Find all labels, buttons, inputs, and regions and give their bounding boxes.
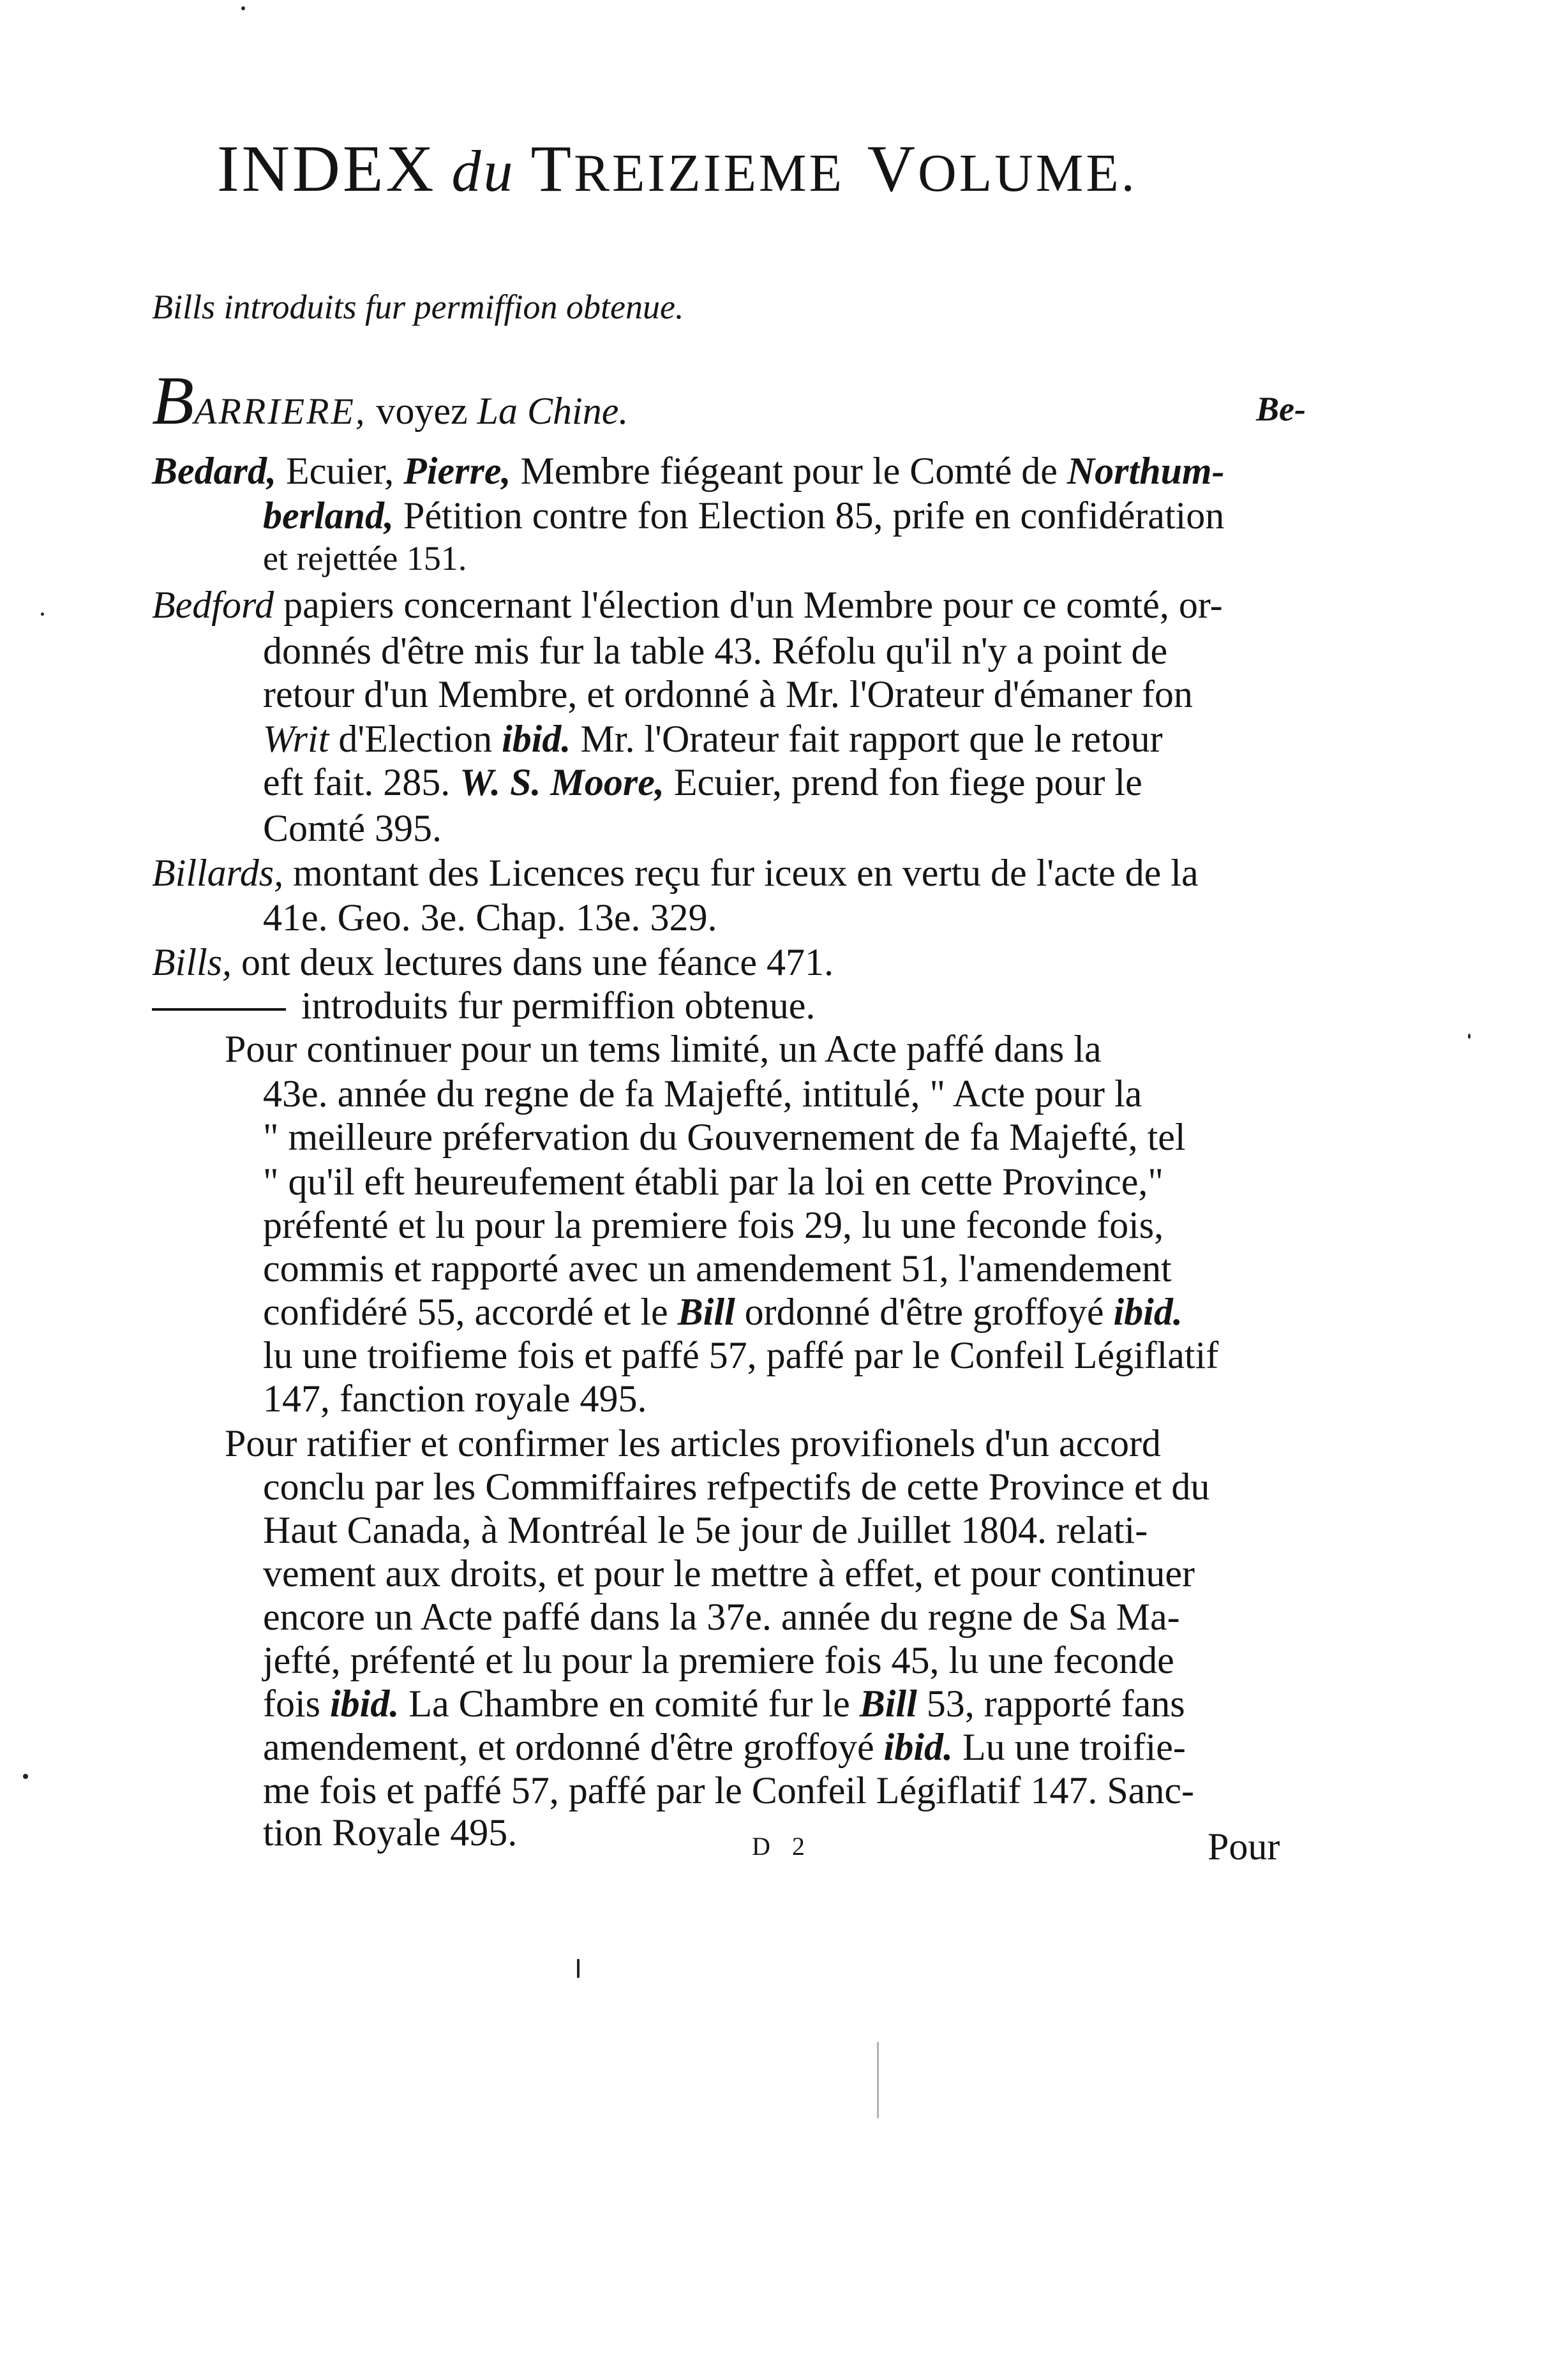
signature-mark: D 2 [752, 1832, 812, 1861]
entry-bedard-line-1: Bedard, Ecuier, Pierre, Membre fiégeant pour le Comté de Northum- [152, 450, 1225, 492]
pour2-line-8: amendement, et ordonné d'être groffoyé ibid. Lu une troifie- [263, 1726, 1186, 1768]
pour2-line-9: me fois et paffé 57, paffé par le Confeil Légiflatif 147. Sanc- [263, 1769, 1194, 1811]
pour2-line-4: vement aux droits, et pour le mettre à effet, et pour continuer [263, 1552, 1195, 1595]
pour1-line-9: 147, fanction royale 495. [263, 1378, 647, 1420]
pour2-line-2: conclu par les Commiffaires refpectifs de cette Province et du [263, 1466, 1210, 1508]
pour2-line-3: Haut Canada, à Montréal le 5e jour de Juillet 1804. relati- [263, 1509, 1148, 1551]
title-t: T [530, 132, 574, 205]
entry-bedford-line-1: Bedford papiers concernant l'élection d'un Membre pour ce comté, or- [152, 584, 1223, 626]
entry-bedford-line-5: eft fait. 285. W. S. Moore, Ecuier, prend fon fiege pour le [263, 761, 1142, 803]
watch-mark: Be- [1256, 390, 1306, 428]
entry-bedard-line-3: et rejettée 151. [263, 539, 467, 577]
pour2-line-6: jefté, préfenté et lu pour la premiere fois 45, lu une feconde [263, 1639, 1174, 1681]
pour2-line-5: encore un Acte paffé dans la 37e. année du regne de Sa Ma- [263, 1596, 1180, 1638]
page-title [217, 131, 1137, 207]
pour1-line-8: lu une troifieme fois et paffé 57, paffé par le Confeil Légiflatif [263, 1334, 1219, 1376]
title-du: du [451, 138, 516, 204]
pour1-line-2: 43e. année du regne de fa Majefté, intitulé, " Acte pour la [263, 1073, 1142, 1115]
pour1-line-6: commis et rapporté avec un amendement 51, l'amendement [263, 1247, 1172, 1290]
pour1-line-4: " qu'il eft heureufement établi par la loi en cette Province," [263, 1161, 1164, 1203]
entry-barriere-text: voyez [366, 390, 477, 432]
entry-bedard-line-2: berland, Pétition contre fon Election 85, prife en confidération [263, 495, 1225, 537]
paper-speck [23, 1774, 28, 1779]
entry-bedford-line-3: retour d'un Membre, et ordonné à Mr. l'Orateur d'émaner fon [263, 673, 1193, 715]
ditto-dash [152, 1008, 286, 1011]
title-volume: OLUME. [918, 144, 1137, 203]
entry-bedford-line-4: Writ d'Election ibid. Mr. l'Orateur fait rapport que le retour [263, 718, 1163, 760]
pour1-line-1: Pour continuer pour un tems limité, un Acte paffé dans la [225, 1028, 1102, 1070]
entry-bills-line-1: Bills, ont deux lectures dans une féance 471. [152, 941, 834, 983]
title-index: INDEX [217, 132, 437, 205]
pour2-line-7: fois ibid. La Chambre en comité fur le Bill 53, rapporté fans [263, 1683, 1185, 1725]
entry-barriere-ref: La Chine. [477, 390, 629, 432]
title-treizieme: REIZIEME [574, 144, 844, 203]
catchword: Pour [1208, 1826, 1280, 1868]
entry-billards-line-2: 41e. Geo. 3e. Chap. 13e. 329. [263, 896, 717, 939]
pour1-line-3: " meilleure préfervation du Gouvernement de fa Majefté, tel [263, 1116, 1186, 1158]
paper-speck [877, 2042, 879, 2118]
drop-cap: B [152, 363, 194, 439]
entry-bedford-line-6: Comté 395. [263, 807, 442, 849]
entry-barriere-head: ARRIERE, [193, 390, 367, 432]
entry-bills-line-2: introduits fur permiffion obtenue. [152, 986, 815, 1025]
pour2-line-1: Pour ratifier et confirmer les articles provifionels d'un accord [225, 1422, 1161, 1464]
paper-speck [241, 6, 245, 10]
entry-billards-line-1: Billards, montant des Licences reçu fur iceux en vertu de l'acte de la [152, 852, 1199, 894]
paper-speck [41, 613, 44, 616]
page-subtitle: Bills introduits fur permiffion obtenue. [152, 288, 684, 326]
paper-speck [1468, 1034, 1471, 1039]
pour1-line-7: confidéré 55, accordé et le Bill ordonné d'être groffoyé ibid. [263, 1291, 1183, 1333]
pour2-line-10: tion Royale 495. [263, 1811, 518, 1854]
entry-barriere [152, 363, 629, 439]
title-v: V [867, 132, 918, 205]
pour1-line-5: préfenté et lu pour la premiere fois 29, lu une feconde fois, [263, 1204, 1164, 1246]
entry-bedford-line-2: donnés d'être mis fur la table 43. Réfolu qu'il n'y a point de [263, 630, 1168, 672]
paper-speck [577, 1959, 580, 1978]
